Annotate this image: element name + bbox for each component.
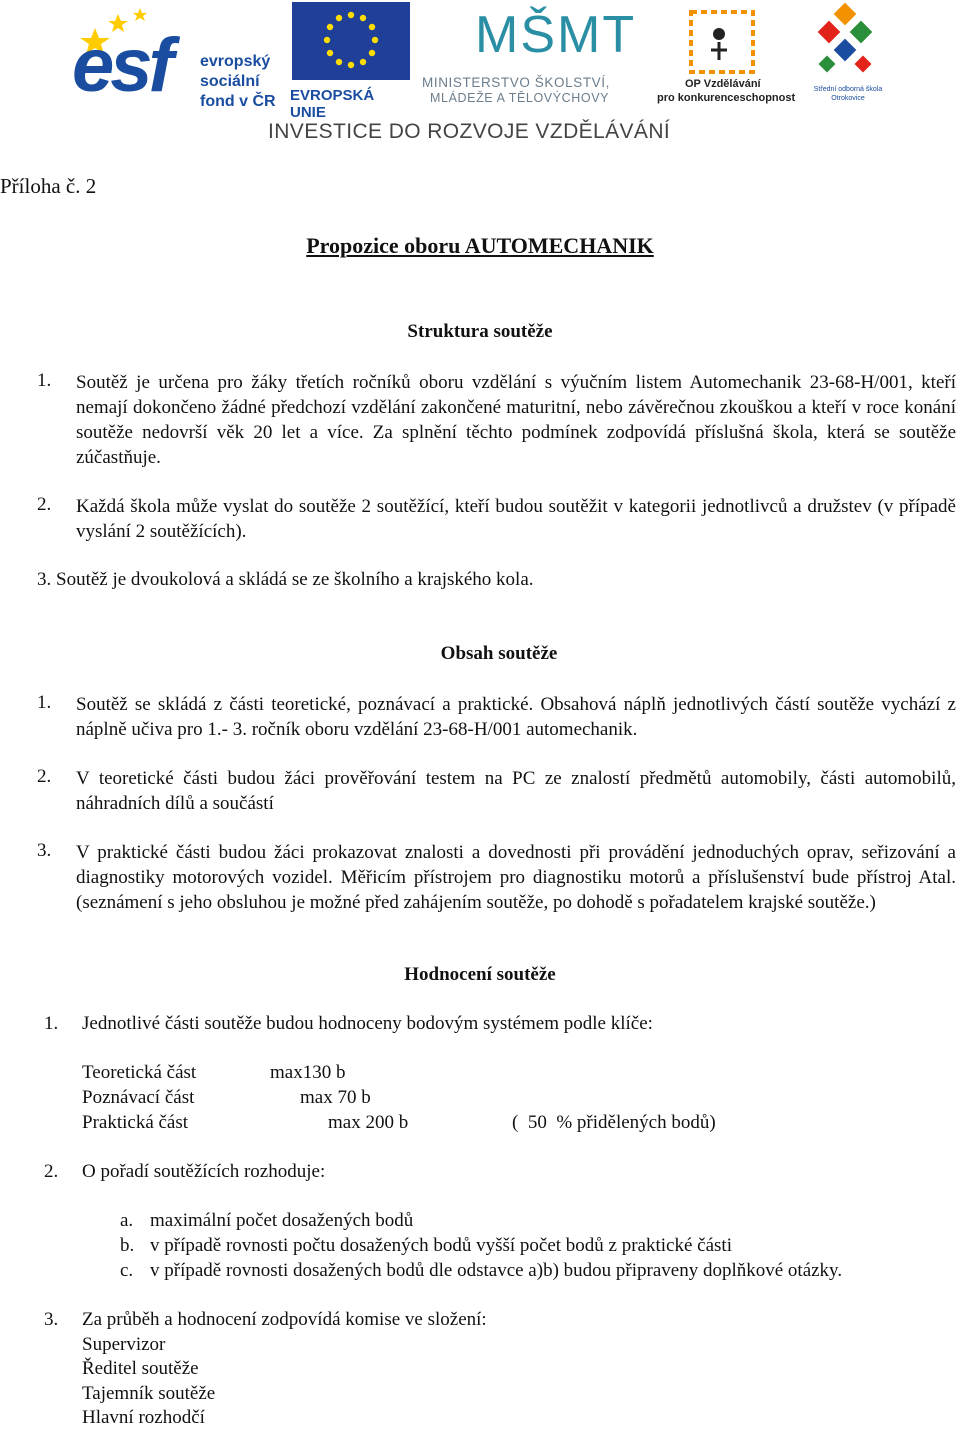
school-line1: Střední odborná škola — [813, 86, 883, 93]
logo-bar — [0, 0, 960, 150]
score-note: ( 50 % přidělených bodů) — [512, 1112, 716, 1133]
op-logo — [655, 0, 800, 110]
esf-logo — [70, 6, 280, 110]
school-logo — [808, 0, 888, 110]
section-heading-evaluation: Hodnocení soutěže — [404, 964, 556, 985]
structure-item-1-number: 1. — [37, 370, 52, 391]
criteria-text: v případě rovnosti dosažených bodů dle odstavce a)b) budou připraveny doplňkové otázky. — [150, 1260, 843, 1281]
esf-line3: fond v ČR — [200, 93, 276, 110]
esf-line2: sociální — [200, 73, 260, 90]
criteria-text: v případě rovnosti počtu dosažených bodů vyšší počet bodů z praktické části — [150, 1235, 732, 1256]
op-line1: OP Vzdělávání — [685, 78, 761, 90]
msmt-wordmark: MŠMT — [475, 6, 637, 64]
school-emblem-icon — [813, 2, 883, 80]
content-item-3-number: 3. — [37, 840, 52, 861]
content-item-3: V praktické části budou žáci prokazovat znalosti a dovednosti při provádění jednoduchých oprav, seřizování a diagnostiky motorových vozidel. Měřicím přístrojem pro diagnostiku motorů a příslušenství bude přístroj Atal. (seznámení s jeho obsluhou je možné před zahájením soutěže, po dohodě s pořadatelem krajské soutěže.) — [76, 842, 956, 913]
score-max: max 70 b — [300, 1087, 371, 1108]
evaluation-item-3: Za průběh a hodnocení zodpovídá komise ve složení: — [82, 1309, 487, 1330]
investment-slogan: INVESTICE DO ROZVOJE VZDĚLÁVÁNÍ — [268, 120, 671, 143]
eu-logo — [288, 0, 413, 121]
content-item-2: V teoretické části budou žáci prověřování testem na PC ze znalostí předmětů automobily, části automobilů, náhradních dílů a součástí — [76, 768, 956, 814]
attachment-label: Příloha č. 2 — [0, 174, 97, 198]
structure-item-3: 3. Soutěž je dvoukolová a skládá se ze školního a krajského kola. — [37, 569, 534, 590]
content-item-2-number: 2. — [37, 766, 52, 787]
structure-item-2-number: 2. — [37, 494, 52, 515]
score-part: Poznávací část — [82, 1087, 195, 1108]
msmt-logo — [420, 0, 650, 110]
score-part: Praktická část — [82, 1112, 189, 1133]
msmt-line2: MLÁDEŽE A TĚLOVÝCHOVY — [430, 91, 610, 105]
section-heading-structure: Struktura soutěže — [407, 321, 553, 342]
msmt-line1: MINISTERSTVO ŠKOLSTVÍ, — [422, 75, 610, 90]
criteria-mark: c. — [120, 1260, 134, 1281]
structure-item-1: Soutěž je určena pro žáky třetích ročníků oboru vzdělání s výučním listem Automechanik 23-68-H/001, kteří nemají dokončeno žádné předchozí vzdělání zakončené maturitní, nebo závěrečnou zkouškou a kteří v roce konání soutěže nedovrší věk 20 let a více. Za splnění těchto podmínek zodpovídá příslušná škola, která se soutěže zúčastňuje. — [76, 372, 956, 468]
content-item-1: Soutěž se skládá z části teoretické, poznávací a praktické. Obsahová náplň jednotlivých částí soutěže vychází z náplně učiva pro 1.- 3. ročník oboru vzdělání 23-68-H/001 automechanik. — [76, 694, 956, 740]
esf-wordmark: esf — [72, 23, 170, 108]
document-title: Propozice oboru AUTOMECHANIK — [306, 233, 654, 258]
evaluation-item-1: Jednotlivé části soutěže budou hodnoceny bodovým systémem podle klíče: — [82, 1013, 653, 1034]
evaluation-item-2-number: 2. — [44, 1161, 59, 1182]
criteria-mark: a. — [120, 1210, 134, 1231]
content-item-1-number: 1. — [37, 692, 52, 713]
committee-member: Hlavní rozhodčí — [82, 1407, 205, 1428]
committee-member: Tajemník soutěže — [82, 1383, 216, 1404]
criteria-text: maximální počet dosažených bodů — [150, 1210, 414, 1231]
committee-member: Ředitel soutěže — [82, 1358, 199, 1379]
score-part: Teoretická část — [82, 1062, 197, 1083]
eu-flag-icon — [292, 2, 410, 80]
structure-item-2: Každá škola může vyslat do soutěže 2 soutěžící, kteří budou soutěžit v kategorii jednotlivců a družstev (v případě vyslání 2 soutěžících). — [76, 496, 956, 542]
op-line2: pro konkurenceschopnost — [657, 92, 796, 104]
score-max: max130 b — [270, 1062, 346, 1083]
section-heading-content: Obsah soutěže — [440, 643, 558, 664]
score-max: max 200 b — [328, 1112, 409, 1133]
esf-line1: evropský — [200, 53, 271, 70]
school-line2: Otrokovice — [831, 95, 865, 102]
committee-member: Supervizor — [82, 1334, 166, 1355]
evaluation-item-1-number: 1. — [44, 1013, 59, 1034]
op-emblem-icon — [685, 4, 765, 76]
eu-label: EVROPSKÁ UNIE — [290, 87, 375, 121]
evaluation-item-3-number: 3. — [44, 1309, 59, 1330]
criteria-mark: b. — [120, 1235, 135, 1256]
evaluation-item-2: O pořadí soutěžících rozhoduje: — [82, 1161, 326, 1182]
